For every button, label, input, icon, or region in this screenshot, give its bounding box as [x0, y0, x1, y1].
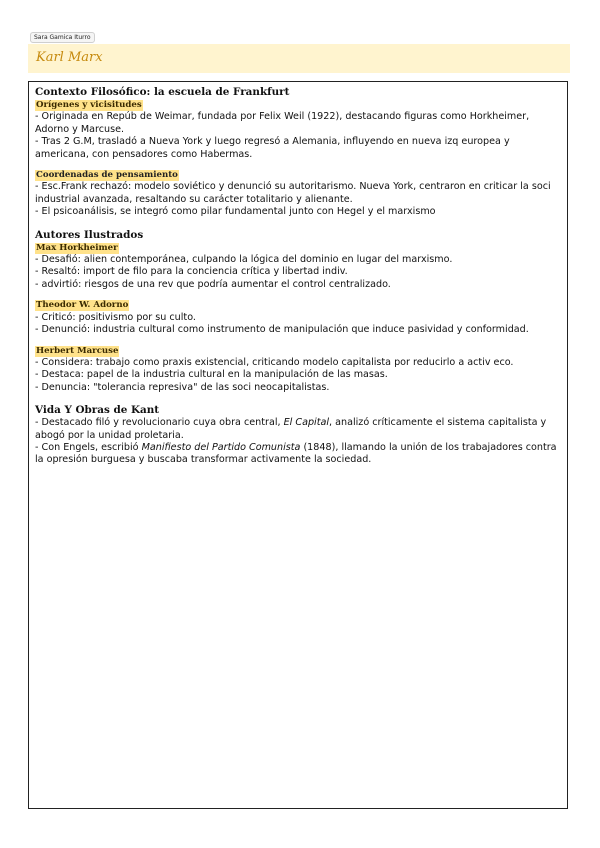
text-line: - Considera: trabajo como praxis existencial, criticando modelo capitalista por reducirlo a activ eco.: [35, 356, 514, 368]
book-title: El Capital: [283, 417, 330, 429]
subheading-marcuse: Herbert Marcuse: [36, 345, 119, 356]
notes-content: [28, 81, 568, 809]
text-line: [35, 417, 561, 442]
text-fragment: , analizó críticamente el sistema capitalista y abogó por la unidad proletaria.: [35, 417, 547, 441]
text-fragment: - Destacado filó y revolucionario cuya obra central,: [35, 417, 284, 429]
subheading-horkheimer: Max Horkheimer: [36, 242, 118, 253]
title-bar: [28, 44, 570, 73]
text-line: - Esc.Frank rechazó: modelo soviético y denunció su autoritarismo. Nueva York, centraron en criticar la soci industrial avanzada, resaltando su carácter totalitario y alienante.: [35, 181, 551, 205]
author-tag: Sara Gamica Iturro: [30, 32, 95, 43]
subheading-coordenadas: Coordenadas de pensamiento: [36, 170, 178, 181]
text-line: - Denunció: industria cultural como instrumento de manipulación que induce pasividad y conformidad.: [35, 324, 529, 336]
text-line: - Destaca: papel de la industria cultural en la manipulación de las masas.: [35, 369, 388, 381]
subheading-adorno: Theodor W. Adorno: [36, 300, 129, 311]
text-fragment: (1848), llamando la unión de los trabajadores contra la opresión burguesa y buscaba transformar activamente la sociedad.: [35, 441, 557, 466]
text-line: - advirtió: riesgos de una rev que podría aumentar el control centralizado.: [35, 278, 391, 290]
text-line: [35, 442, 561, 467]
subheading-origenes: Orígenes y vicisitudes: [36, 100, 142, 110]
text-line: - Criticó: positivismo por su culto.: [35, 311, 196, 323]
page-title: Karl Marx: [36, 50, 103, 65]
text-line: - Denuncia: "tolerancia represiva" de las soci neocapitalistas.: [35, 381, 330, 393]
section-heading-frankfurt: Contexto Filosófico: la escuela de Frankfurt: [35, 86, 290, 98]
text-fragment: - Con Engels, escribió: [35, 441, 142, 453]
text-line: - Tras 2 G.M, trasladó a Nueva York y luego regresó a Alemania, influyendo en nueva izq europea y americana, con pensadores como Habermas.: [35, 136, 510, 160]
text-line: - Originada en Repúb de Weimar, fundada por Felix Weil (1922), destacando figuras como Horkheimer, Adorno y Marcuse.: [35, 111, 530, 135]
book-title: Manifiesto del Partido Comunista: [141, 441, 301, 453]
text-line: - Desafió: alien contemporánea, culpando la lógica del dominio en lugar del marxismo.: [35, 254, 453, 266]
text-line: - Resaltó: import de filo para la conciencia crítica y libertad indiv.: [35, 266, 348, 278]
section-heading-vida-obras: Vida Y Obras de Kant: [35, 404, 160, 417]
section-heading-autores: Autores Ilustrados: [35, 228, 144, 241]
text-line: - El psicoanálisis, se integró como pilar fundamental junto con Hegel y el marxismo: [35, 206, 436, 218]
